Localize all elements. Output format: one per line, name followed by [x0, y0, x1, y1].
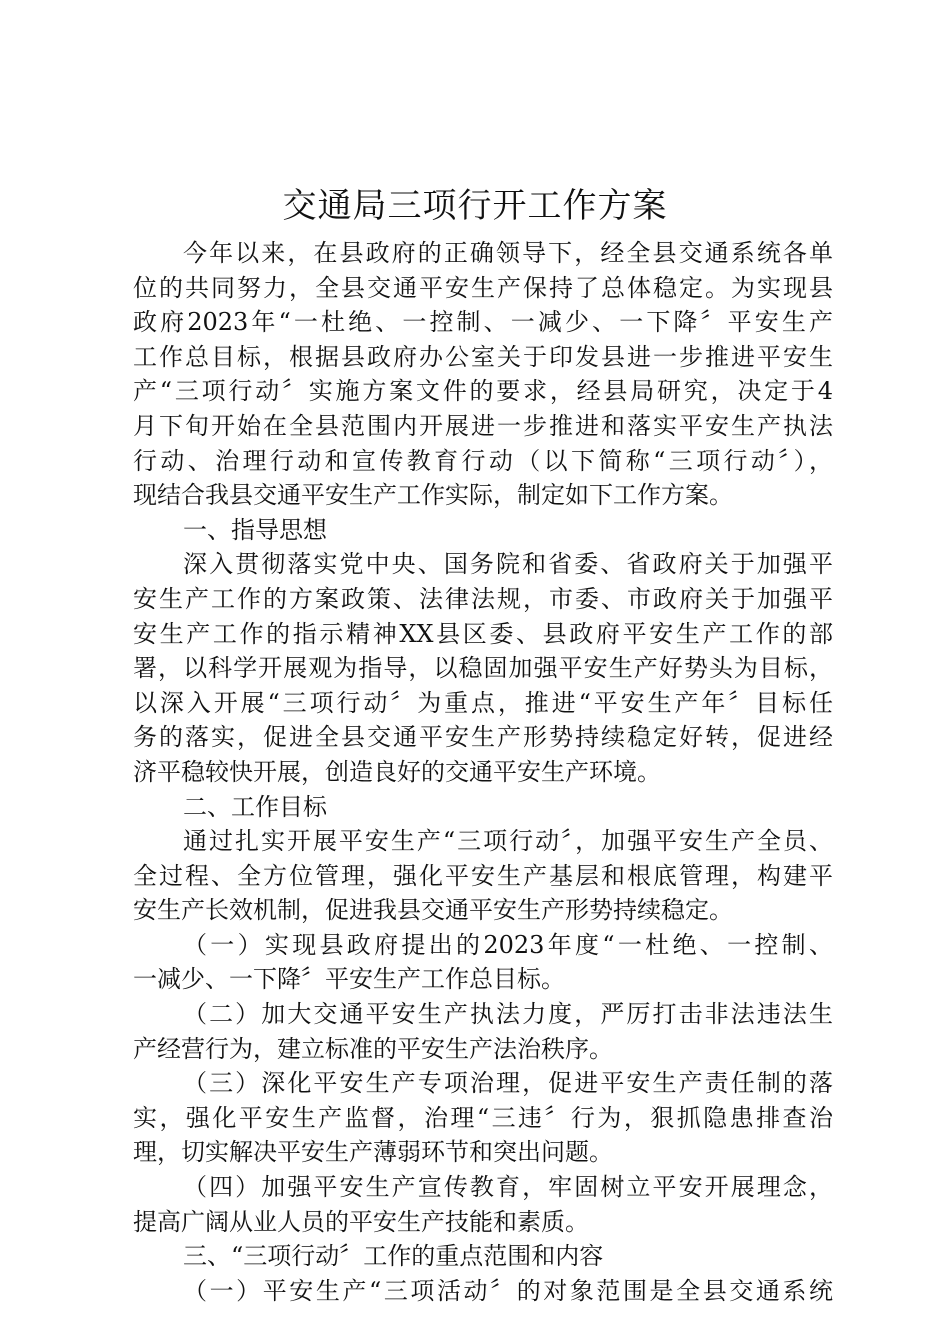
body-line: 通过扎实开展平安生产“三项行动〞，加强平安生产全员、 [183, 827, 833, 856]
body-line: 署，以科学开展观为指导，以稳固加强平安生产好势头为目标， [133, 654, 833, 683]
body-line: 行动、治理行动和宣传教育行动（以下简称“三项行动〞）， [133, 446, 833, 475]
body-line: 位的共同努力，全县交通平安生产保持了总体稳定。为实现县 [133, 273, 833, 302]
body-line: 济平稳较快开展，创造良好的交通平安生产环境。 [133, 757, 661, 786]
body-line: 安生产工作的方案政策、法律法规，市委、市政府关于加强平 [133, 584, 833, 613]
body-line: 安生产工作的指示精神XX县区委、县政府平安生产工作的部 [133, 619, 833, 648]
body-line: 现结合我县交通平安生产工作实际，制定如下工作方案。 [133, 481, 733, 510]
list-item-continuation: 实，强化平安生产监督，治理“三违〞行为，狠抓隐患排查治 [133, 1103, 833, 1132]
list-item: （一）实现县政府提出的2023年度“一杜绝、一控制、 [183, 930, 833, 959]
body-line: 政府2023年“一杜绝、一控制、一减少、一下降〞平安生产 [133, 308, 833, 337]
list-item: （三）深化平安生产专项治理，促进平安生产责任制的落 [183, 1069, 833, 1098]
body-line: 今年以来，在县政府的正确领导下，经全县交通系统各单 [183, 239, 833, 267]
body-line: 深入贯彻落实党中央、国务院和省委、省政府关于加强平 [183, 550, 833, 579]
list-item-continuation: 一减少、一下降〞平安生产工作总目标。 [133, 965, 565, 994]
list-item-continuation: 理，切实解决平安生产薄弱环节和突出问题。 [133, 1138, 613, 1167]
list-item: （一）平安生产“三项活动〞的对象范围是全县交通系统 [183, 1276, 833, 1305]
section-heading: 三、“三项行动〞工作的重点范围和内容 [183, 1242, 604, 1271]
body-line: 产“三项行动〞实施方案文件的要求，经县局研究，决定于4 [133, 377, 833, 406]
body-line: 工作总目标，根据县政府办公室关于印发县进一步推进平安生 [133, 342, 833, 371]
document-body [133, 236, 833, 1308]
list-item: （二）加大交通平安生产执法力度，严厉打击非法违法生 [183, 1000, 833, 1029]
list-item-continuation: 产经营行为，建立标准的平安生产法治秩序。 [133, 1034, 613, 1063]
body-line: 月下旬开始在全县范围内开展进一步推进和落实平安生产执法 [133, 411, 833, 440]
body-line: 以深入开展“三项行动〞为重点，推进“平安生产年〞目标任 [133, 688, 833, 717]
body-line: 安生产长效机制，促进我县交通平安生产形势持续稳定。 [133, 896, 733, 925]
list-item-continuation: 提高广阔从业人员的平安生产技能和素质。 [133, 1207, 589, 1236]
document-title: 交通局三项行开工作方案 [282, 186, 668, 226]
section-heading: 一、指导思想 [183, 515, 327, 544]
body-line: 务的落实，促进全县交通平安生产形势持续稳定好转，促进经 [133, 723, 833, 752]
list-item: （四）加强平安生产宣传教育，牢固树立平安开展理念， [183, 1173, 833, 1202]
section-heading: 二、工作目标 [183, 792, 327, 821]
body-line: 全过程、全方位管理，强化平安生产基层和根底管理，构建平 [133, 861, 833, 890]
